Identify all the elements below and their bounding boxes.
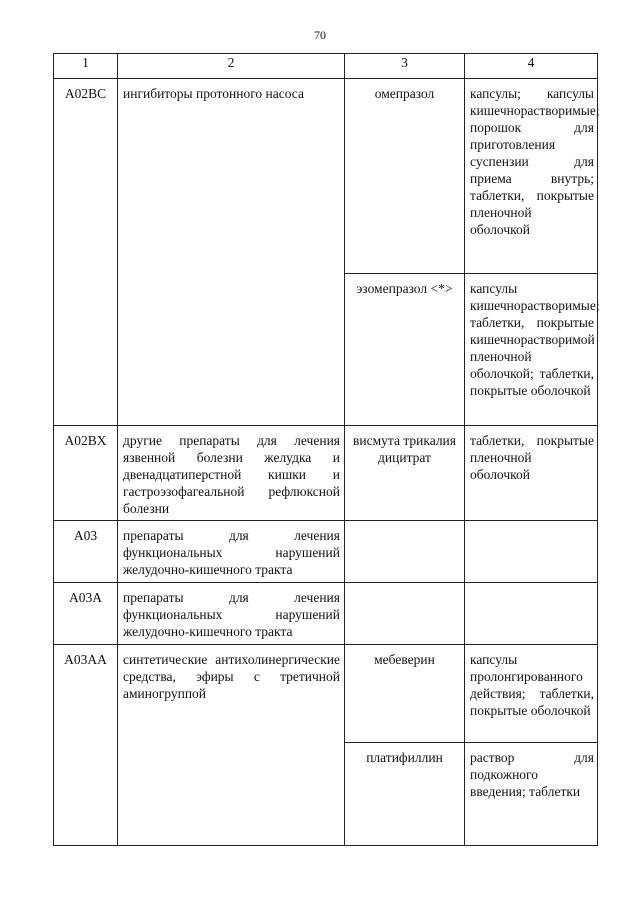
table-row [54, 645, 598, 743]
dosage-forms: капсулы; капсулы кишечнорастворимые; порошок для приготовления суспензии для приема внутрь; таблетки, покрытые пленочной оболочкой [465, 79, 598, 274]
header-col-4: 4 [465, 54, 598, 79]
drug-name: омепразол [345, 79, 465, 274]
drug-name: эзомепразол <*> [345, 274, 465, 426]
header-col-3: 3 [345, 54, 465, 79]
table-row [54, 521, 598, 583]
dosage-forms: капсулы кишечнорастворимые; таблетки, покрытые кишечнорастворимой пленочной оболочкой; таблетки, покрытые оболочкой [465, 274, 598, 426]
table-row [54, 79, 598, 274]
atc-code: A02BX [54, 426, 118, 521]
table-row [54, 426, 598, 521]
header-col-2: 2 [118, 54, 345, 79]
drug-name-empty [345, 521, 465, 583]
dosage-forms: таблетки, покрытые пленочной оболочкой [465, 426, 598, 521]
drug-name-empty [345, 583, 465, 645]
group-name: другие препараты для лечения язвенной болезни желудка и двенадцатиперстной кишки и гастроэзофагеальной рефлюксной болезни [118, 426, 345, 521]
drug-name: платифиллин [345, 743, 465, 846]
drug-table [53, 53, 598, 846]
header-row [54, 54, 598, 79]
dosage-forms: раствор для подкожного введения; таблетки [465, 743, 598, 846]
drug-name: висмута трикалия дицитрат [345, 426, 465, 521]
atc-code: A03AA [54, 645, 118, 846]
atc-code: A03A [54, 583, 118, 645]
group-name: препараты для лечения функциональных нарушений желудочно-кишечного тракта [118, 521, 345, 583]
table-row [54, 583, 598, 645]
group-name: препараты для лечения функциональных нарушений желудочно-кишечного тракта [118, 583, 345, 645]
dosage-forms-empty [465, 583, 598, 645]
atc-code: A03 [54, 521, 118, 583]
dosage-forms: капсулы пролонгированного действия; таблетки, покрытые оболочкой [465, 645, 598, 743]
page-number: 70 [314, 28, 326, 42]
group-name: ингибиторы протонного насоса [118, 79, 345, 426]
header-col-1: 1 [54, 54, 118, 79]
group-name: синтетические антихолинергические средства, эфиры с третичной аминогруппой [118, 645, 345, 846]
drug-name: мебеверин [345, 645, 465, 743]
dosage-forms-empty [465, 521, 598, 583]
atc-code: A02BC [54, 79, 118, 426]
